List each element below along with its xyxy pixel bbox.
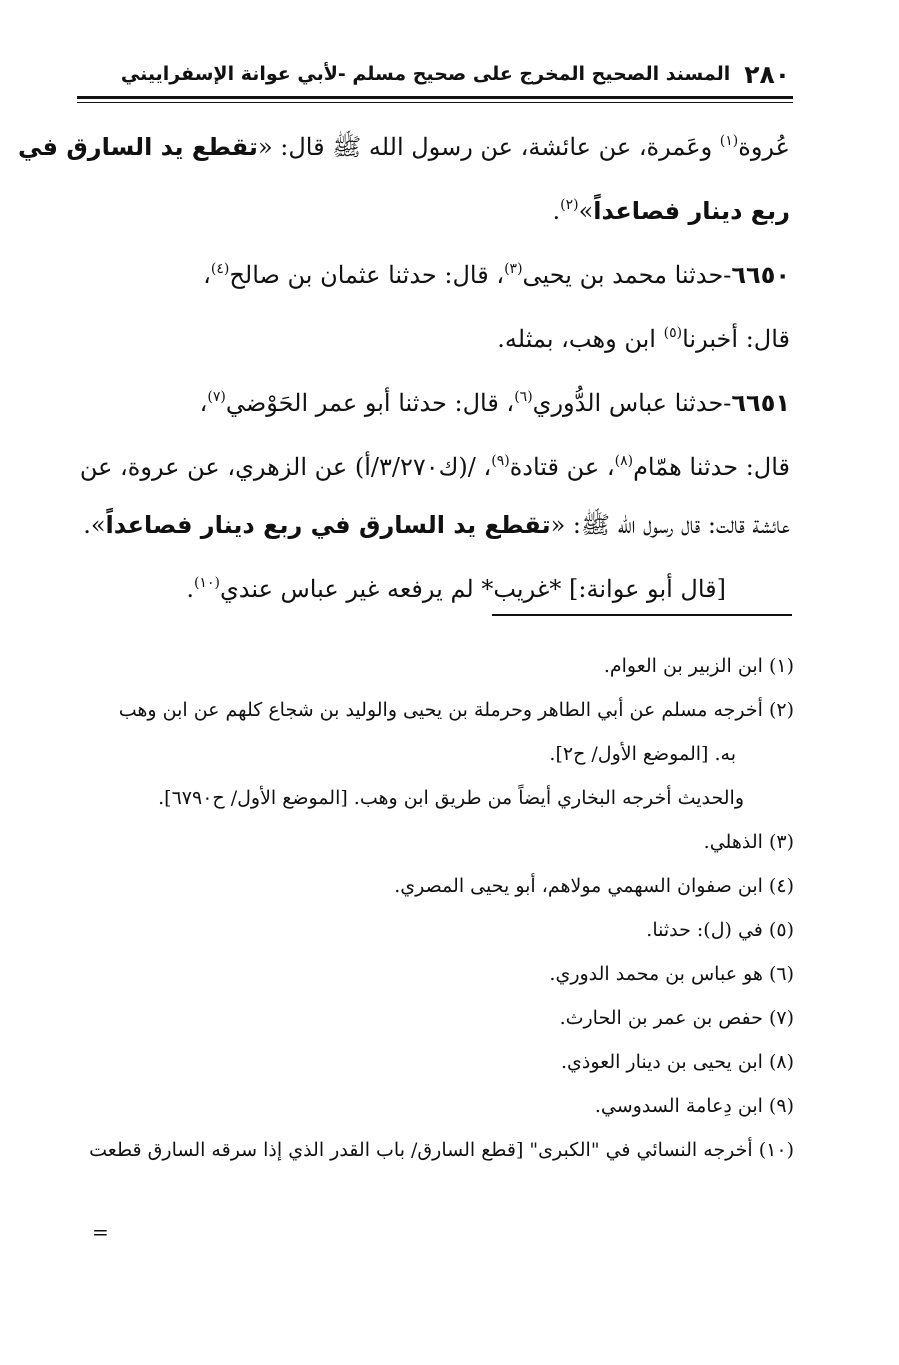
- footnote-ref: (٣): [504, 261, 523, 277]
- text-run: ،: [199, 389, 208, 417]
- footnote: (٣) الذهلي.: [703, 831, 794, 853]
- abu-awana-note: [78, 554, 790, 618]
- hadith-6650-line: [78, 240, 790, 304]
- text-line: [18, 112, 790, 176]
- footnote-ref: (٩): [491, 453, 510, 469]
- footnote-ref: (٦): [514, 389, 533, 405]
- text-run: ، عن قتادة: [509, 453, 615, 481]
- text-run: قال: حدثنا همّام: [633, 453, 790, 481]
- hadith-text: تقطع يد السارق في ربع دينار فصاعداً: [105, 511, 551, 539]
- text-run: -حدثنا محمد بن يحيى: [522, 261, 732, 289]
- text-run: ، قال: حدثنا أبو عمر الحَوْضي: [225, 389, 515, 417]
- footnote-ref: (٤): [210, 261, 230, 277]
- text-run: ، قال: حدثنا عثمان بن صالح: [229, 261, 505, 289]
- footnote-continuation: والحديث أخرجه البخاري أيضاً من طريق ابن وهب. [الموضع الأول/ ح٦٧٩٠].: [158, 787, 744, 809]
- header-rule-thick: [77, 96, 793, 99]
- page-header: [80, 56, 790, 92]
- page-number: ٢٨٠: [744, 59, 790, 89]
- footnote-ref: (٥): [663, 325, 683, 341]
- hadith-6651-line: [78, 368, 790, 432]
- footnote: (٩) ابن دِعامة السدوسي.: [594, 1095, 794, 1117]
- text-line: [78, 496, 790, 554]
- footnote: (٥) في (ل): حدثنا.: [646, 919, 794, 941]
- footnote-ref: (٨): [614, 453, 634, 469]
- text-run: عائشة قالت: قال رسول الله ﷺ: «: [550, 511, 790, 539]
- running-title: المسند الصحيح المخرج على صحيح مسلم -لأبي عوانة الإسفراييني: [120, 63, 731, 85]
- footnote-continuation: به. [الموضع الأول/ ح٢].: [549, 743, 736, 765]
- footnote: (٢) أخرجه مسلم عن أبي الطاهر وحرملة بن يحيى والوليد بن شجاع كلهم عن ابن وهب: [118, 699, 794, 721]
- main-text: [18, 112, 790, 618]
- hadith-text: تقطع يد السارق في: [18, 133, 258, 161]
- text-run: ، /(ك٣/٢٧٠/أ) عن الزهري، عن عروة، عن: [79, 453, 492, 481]
- continuation-mark: =: [92, 1220, 109, 1244]
- text-run: ».: [83, 511, 106, 539]
- footnote: (٤) ابن صفوان السهمي مولاهم، أبو يحيى المصري.: [394, 875, 794, 897]
- text-line: [78, 176, 790, 240]
- text-run: [قال أبو عوانة:] *غريب* لم يرفعه غير عباس عندي: [219, 575, 726, 603]
- footnote: (٨) ابن يحيى بن دينار العوذي.: [560, 1051, 794, 1073]
- footnotes: [82, 644, 794, 1172]
- text-line: [78, 304, 790, 368]
- header-rule-thin: [77, 102, 793, 103]
- text-run: -حدثنا عباس الدُّوري: [532, 389, 732, 417]
- text-run: عُروة: [738, 133, 790, 161]
- text-run: .: [186, 575, 194, 603]
- hadith-text: ربع دينار فصاعداً: [593, 197, 790, 225]
- footnote: (١٠) أخرجه النسائي في "الكبرى" [قطع السارق/ باب القدر الذي إذا سرقه السارق قطعت: [89, 1139, 794, 1161]
- footnote-separator: [492, 614, 792, 616]
- text-line: [78, 432, 790, 496]
- text-run: ابن وهب، بمثله.: [497, 325, 664, 353]
- footnote: (١) ابن الزبير بن العوام.: [603, 655, 794, 677]
- text-run: ،: [203, 261, 211, 289]
- hadith-number: ٦٦٥١: [731, 389, 790, 417]
- footnote-ref: (١٠): [193, 575, 220, 591]
- text-run: »: [578, 197, 594, 225]
- text-run: قال: أخبرنا: [682, 325, 790, 353]
- footnote-ref: (٢): [560, 197, 579, 213]
- footnote-ref: (٧): [207, 389, 226, 405]
- hadith-number: ٦٦٥٠: [731, 261, 790, 289]
- footnote: (٧) حفص بن عمر بن الحارث.: [559, 1007, 794, 1029]
- footnote: (٦) هو عباس بن محمد الدوري.: [549, 963, 794, 985]
- footnote-ref: (١): [719, 133, 739, 149]
- text-run: .: [552, 197, 561, 225]
- text-run: وعَمرة، عن عائشة، عن رسول الله ﷺ قال: «: [257, 133, 720, 161]
